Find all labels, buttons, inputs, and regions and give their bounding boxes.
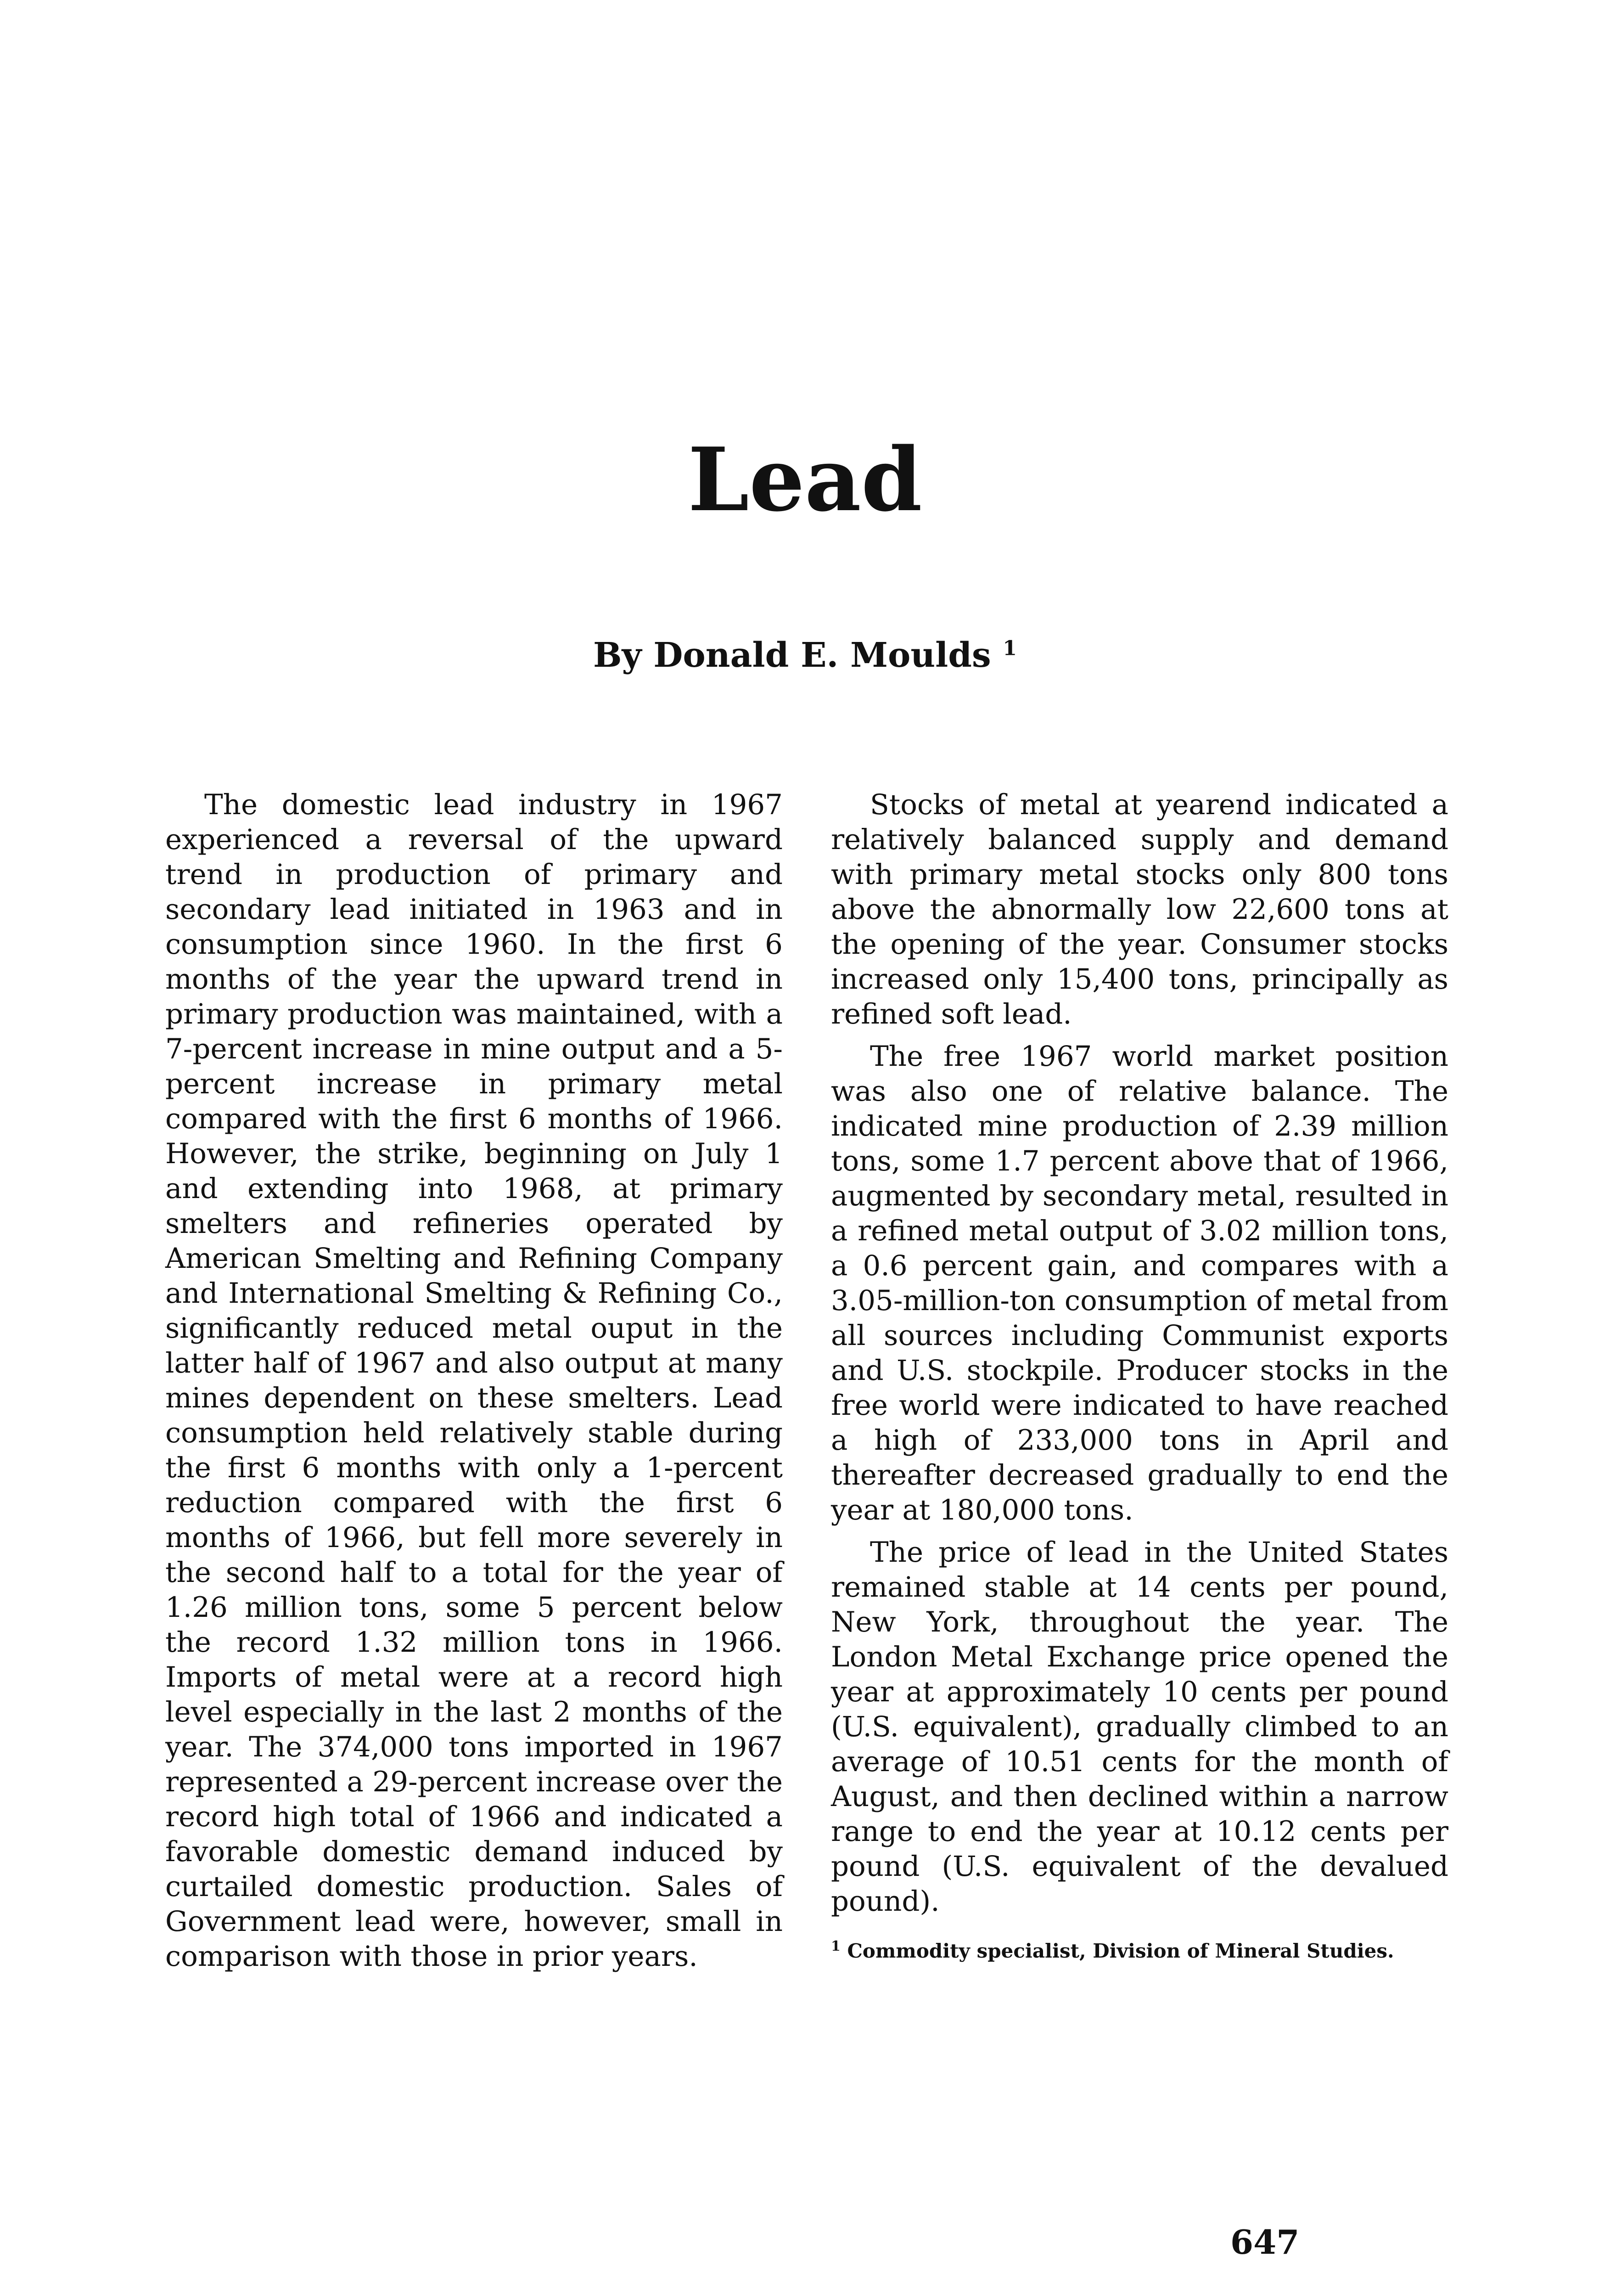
byline-footnote-marker: 1 xyxy=(1003,636,1017,660)
right-column xyxy=(831,788,1448,1962)
body-paragraph: Stocks of metal at yearend indicated a relatively balanced supply and demand with primary metal stocks only 800 tons above the abnormally low 22,600 tons at the opening of the year. Consumer stocks increased only 15,400 tons, principally as refined soft lead. xyxy=(831,788,1448,1030)
footnote-text: Commodity specialist, Division of Mineral Studies. xyxy=(847,1940,1394,1962)
author-name: By Donald E. Moulds xyxy=(593,636,991,675)
footnote xyxy=(831,1936,1448,1962)
body-paragraph: The price of lead in the United States remained stable at 14 cents per pound, New York, throughout the year. The London Metal Exchange price opened the year at approximately 10 cents per pound (U.S. equivalent), gradually climbed to an average of 10.51 cents for the month of August, and then declined within a narrow range to end the year at 10.12 cents per pound (U.S. equivalent of the devalued pound). xyxy=(831,1536,1448,1918)
footnote-marker: 1 xyxy=(831,1938,841,1954)
left-column xyxy=(165,788,783,1974)
body-paragraph: The free 1967 world market position was also one of relative balance. The indicated mine production of 2.39 million tons, some 1.7 percent above that of 1966, augmented by secondary metal, resulted in a refined metal output of 3.02 million tons, a 0.6 percent gain, and compares with a 3.05-million-ton consumption of metal from all sources including Communist exports and U.S. stockpile. Producer stocks in the free world were indicated to have reached a high of 233,000 tons in April and thereafter decreased gradually to end the year at 180,000 tons. xyxy=(831,1040,1448,1526)
page-number: 647 xyxy=(1230,2223,1300,2262)
article-title: Lead xyxy=(688,428,922,531)
body-paragraph: The domestic lead industry in 1967 experienced a reversal of the upward trend in production of primary and secondary lead initiated in 1963 and in consumption since 1960. In the first 6 months of the year the upward trend in primary production was maintained, with a 7-percent increase in mine output and a 5-percent increase in primary metal compared with the first 6 months of 1966. However, the strike, beginning on July 1 and extending into 1968, at primary smelters and refineries operated by American Smelting and Refining Company and International Smelting & Refining Co., significantly reduced metal ouput in the latter half of 1967 and also output at many mines dependent on these smelters. Lead consumption held relatively stable during the first 6 months with only a 1-percent reduction compared with the first 6 months of 1966, but fell more severely in the second half to a total for the year of 1.26 million tons, some 5 percent below the record 1.32 million tons in 1966. Imports of metal were at a record high level especially in the last 2 months of the year. The 374,000 tons imported in 1967 represented a 29-percent increase over the record high total of 1966 and indicated a favorable domestic demand induced by curtailed domestic production. Sales of Government lead were, however, small in comparison with those in prior years. xyxy=(165,788,783,1973)
byline xyxy=(0,636,1610,675)
